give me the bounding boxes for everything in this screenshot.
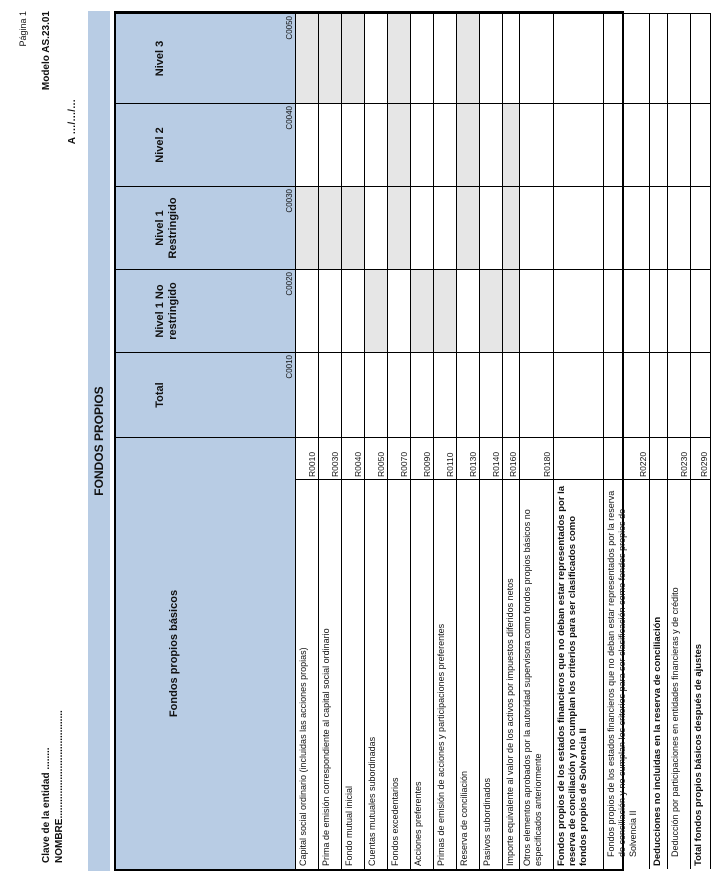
data-cell[interactable] — [520, 13, 554, 103]
data-cell — [503, 103, 520, 186]
column-code: C0020 — [285, 272, 294, 296]
data-cell — [388, 13, 411, 103]
data-cell[interactable] — [554, 13, 604, 103]
row-label: Reserva de conciliación — [457, 479, 480, 869]
row-label: Capital social ordinario (incluidas las acciones propias) — [296, 479, 319, 869]
data-cell — [480, 269, 503, 352]
row-code: R0010 — [296, 437, 319, 479]
data-cell — [388, 186, 411, 269]
model-code: Modelo AS.23.01 — [41, 11, 52, 91]
data-cell[interactable] — [457, 269, 480, 352]
data-cell[interactable] — [319, 352, 342, 437]
data-cell[interactable] — [296, 352, 319, 437]
row-code: R0030 — [319, 437, 342, 479]
data-cell[interactable] — [668, 13, 691, 103]
data-cell[interactable] — [296, 269, 319, 352]
column-code: C0010 — [285, 355, 294, 379]
row-label: Deducciones no incluidas en la reserva de conciliación — [650, 479, 668, 869]
column-header-c0010 — [116, 352, 296, 437]
data-cell — [434, 269, 457, 352]
row-label: Fondos excedentarios — [388, 479, 411, 869]
row-code: R0220 — [604, 437, 650, 479]
data-cell[interactable] — [434, 352, 457, 437]
data-cell — [296, 13, 319, 103]
row-code: R0130 — [457, 437, 480, 479]
data-cell[interactable] — [554, 352, 604, 437]
data-cell — [457, 186, 480, 269]
row-label: Otros elementos aprobados por la autoridad supervisora como fondos propios básicos no especificados anteriormente — [520, 479, 554, 869]
data-cell[interactable] — [650, 13, 668, 103]
data-cell[interactable] — [604, 103, 650, 186]
data-cell[interactable] — [434, 103, 457, 186]
row-header-cell — [116, 437, 296, 869]
data-cell[interactable] — [480, 352, 503, 437]
data-cell — [411, 269, 434, 352]
data-cell — [319, 13, 342, 103]
data-cell[interactable] — [520, 103, 554, 186]
data-cell[interactable] — [342, 103, 365, 186]
data-cell[interactable] — [668, 186, 691, 269]
row-code: R0090 — [411, 437, 434, 479]
data-cell[interactable] — [480, 13, 503, 103]
data-cell[interactable] — [411, 352, 434, 437]
row-code — [650, 437, 668, 479]
data-cell[interactable] — [554, 186, 604, 269]
column-header-c0050 — [116, 13, 296, 103]
data-cell[interactable] — [604, 13, 650, 103]
data-cell[interactable] — [668, 352, 691, 437]
column-label: Nivel 1 No restringido — [154, 282, 179, 340]
row-code: R0040 — [342, 437, 365, 479]
data-cell — [365, 269, 388, 352]
data-cell[interactable] — [650, 103, 668, 186]
data-cell[interactable] — [342, 269, 365, 352]
data-cell[interactable] — [480, 103, 503, 186]
data-cell[interactable] — [691, 352, 711, 437]
row-label: Fondos propios de los estados financieros que no deban estar representados por la reserva de conciliación y no cumplan los criterios para ser clasificados como fondos propios de Solvencia II — [554, 479, 604, 869]
data-cell[interactable] — [691, 269, 711, 352]
row-code: R0070 — [388, 437, 411, 479]
data-cell[interactable] — [411, 103, 434, 186]
column-header-c0020 — [116, 269, 296, 352]
row-code: R0290 — [691, 437, 711, 479]
row-label: Prima de emisión correspondiente al capital social ordinario — [319, 479, 342, 869]
data-cell[interactable] — [503, 13, 520, 103]
column-header-c0030 — [116, 186, 296, 269]
row-code: R0180 — [520, 437, 554, 479]
data-cell[interactable] — [520, 269, 554, 352]
data-cell[interactable] — [554, 103, 604, 186]
data-cell[interactable] — [650, 352, 668, 437]
data-cell[interactable] — [520, 186, 554, 269]
nombre-label: NOMBRE....................................... — [54, 710, 65, 863]
data-cell[interactable] — [691, 103, 711, 186]
data-cell[interactable] — [319, 103, 342, 186]
data-cell[interactable] — [604, 269, 650, 352]
data-cell — [503, 186, 520, 269]
column-code: C0030 — [285, 189, 294, 213]
row-code: R0110 — [434, 437, 457, 479]
data-cell[interactable] — [365, 103, 388, 186]
data-cell[interactable] — [650, 269, 668, 352]
data-cell[interactable] — [604, 352, 650, 437]
data-cell[interactable] — [411, 13, 434, 103]
data-cell[interactable] — [365, 13, 388, 103]
data-cell[interactable] — [691, 13, 711, 103]
data-cell[interactable] — [650, 186, 668, 269]
data-cell[interactable] — [668, 269, 691, 352]
row-label: Fondos propios de los estados financieros que no deban estar representados por la reserva de conciliación y no cumplan los criterios para ser clasificación como fondos propios de Solvencia II — [604, 479, 650, 869]
row-label: Pasivos subordinados — [480, 479, 503, 869]
row-label: Importe equivalente al valor de los activos por impuestos diferidos netos — [503, 479, 520, 869]
data-cell — [296, 186, 319, 269]
data-cell — [503, 269, 520, 352]
data-cell[interactable] — [388, 269, 411, 352]
data-cell[interactable] — [604, 186, 650, 269]
data-cell — [342, 186, 365, 269]
row-label: Acciones preferentes — [411, 479, 434, 869]
column-label: Nivel 1 Restringido — [154, 197, 179, 259]
data-cell[interactable] — [480, 186, 503, 269]
row-label: Primas de emisión de acciones y participaciones preferentes — [434, 479, 457, 869]
data-cell[interactable] — [668, 103, 691, 186]
page-title: FONDOS PROPIOS — [88, 11, 110, 871]
data-cell[interactable] — [554, 269, 604, 352]
column-code: C0040 — [285, 106, 294, 130]
data-cell[interactable] — [411, 186, 434, 269]
data-cell[interactable] — [388, 352, 411, 437]
data-cell — [457, 13, 480, 103]
data-cell[interactable] — [296, 103, 319, 186]
row-header-label: Fondos propios básicos — [168, 589, 180, 718]
data-cell[interactable] — [319, 269, 342, 352]
data-cell[interactable] — [691, 186, 711, 269]
data-cell[interactable] — [342, 352, 365, 437]
row-code: R0230 — [668, 437, 691, 479]
data-cell — [319, 186, 342, 269]
data-cell[interactable] — [503, 352, 520, 437]
column-code: C0050 — [285, 16, 294, 40]
data-cell[interactable] — [434, 186, 457, 269]
data-cell — [388, 103, 411, 186]
entity-header — [40, 710, 66, 863]
clave-entidad-label: Clave de la entidad ........ — [41, 747, 52, 863]
data-cell — [342, 13, 365, 103]
data-cell[interactable] — [434, 13, 457, 103]
data-cell[interactable] — [520, 352, 554, 437]
own-funds-table — [114, 11, 709, 871]
page-number: Página 1 — [18, 11, 28, 47]
data-cell — [457, 103, 480, 186]
report-date: A …/…/… — [67, 99, 78, 145]
data-cell[interactable] — [365, 186, 388, 269]
row-code: R0140 — [480, 437, 503, 479]
data-cell[interactable] — [457, 352, 480, 437]
row-label: Fondo mutual inicial — [342, 479, 365, 869]
column-label: Nivel 2 — [154, 127, 166, 163]
row-code: R0050 — [365, 437, 388, 479]
row-code — [554, 437, 604, 479]
row-label: Deducción por participaciones en entidades financieras y de crédito — [668, 479, 691, 869]
row-label: Cuentas mutuales subordinadas — [365, 479, 388, 869]
row-label: Total fondos propios básicos después de ajustes — [691, 479, 711, 869]
column-label: Total — [154, 382, 166, 408]
row-code: R0160 — [503, 437, 520, 479]
data-cell[interactable] — [365, 352, 388, 437]
column-header-c0040 — [116, 103, 296, 186]
column-label: Nivel 3 — [154, 40, 166, 77]
